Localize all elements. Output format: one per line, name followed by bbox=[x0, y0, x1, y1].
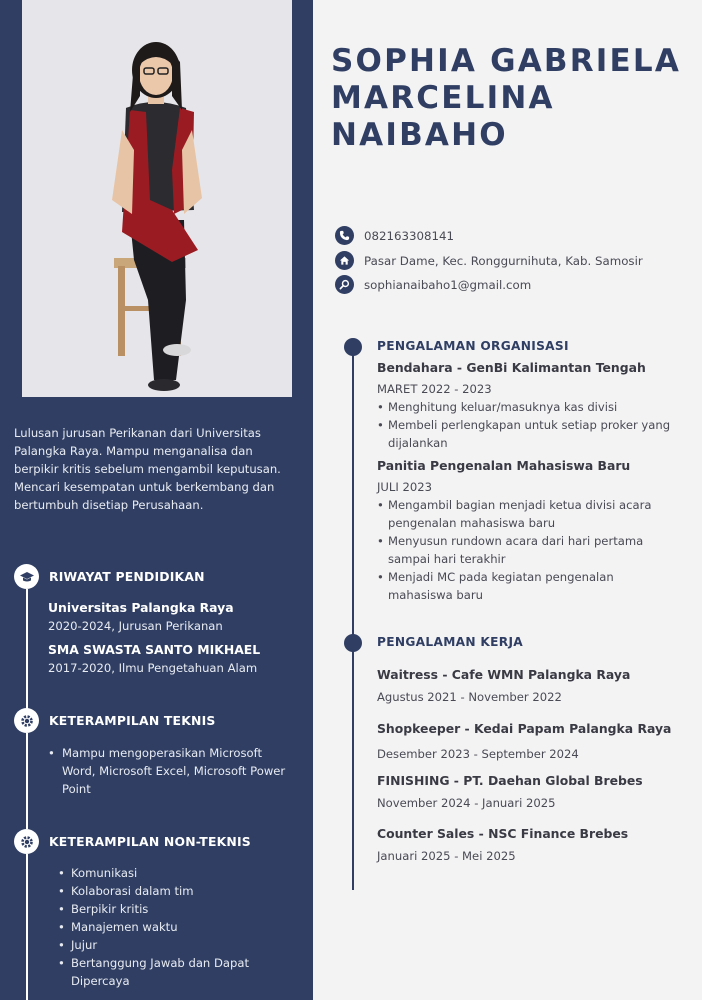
list-item: • Mampu mengoperasikan Microsoft Word, Microsoft Excel, Microsoft Power Point bbox=[48, 746, 286, 796]
left-sidebar bbox=[0, 0, 313, 1000]
education-item: Universitas Palangka Raya 2020-2024, Jurusan Perikanan bbox=[48, 600, 234, 633]
list-item: • Komunikasi bbox=[58, 866, 138, 880]
list-item: • Menjadi MC pada kegiatan pengenalan mahasiswa baru bbox=[377, 570, 614, 602]
organization-item: Panitia Pengenalan Mahasiswa Baru JULI 2023 • Mengambil bagian menjadi ketua divisi acara pengenalan mahasiswa baru • Menyusun rundown acara dari hari pertama sampai hari terakhir • Menjadi MC pada kegiatan pengenalan mahasiswa baru bbox=[377, 457, 677, 604]
list-item: • Jujur bbox=[58, 938, 98, 952]
list-item: • Berpikir kritis bbox=[58, 902, 149, 916]
timeline-line bbox=[26, 854, 28, 1000]
profile-photo bbox=[22, 0, 292, 397]
gear-icon bbox=[14, 829, 39, 854]
list-item: • Menghitung keluar/masuknya kas divisi bbox=[377, 400, 618, 414]
education-item: SMA SWASTA SANTO MIKHAEL 2017-2020, Ilmu Pengetahuan Alam bbox=[48, 642, 261, 675]
work-item: Waitress - Cafe WMN Palangka Raya Agustus 2021 - November 2022 bbox=[377, 667, 631, 704]
timeline-line bbox=[26, 733, 28, 829]
list-item: • Mengambil bagian menjadi ketua divisi acara pengenalan mahasiswa baru bbox=[377, 498, 652, 530]
list-item: • Kolaborasi dalam tim bbox=[58, 884, 194, 898]
work-item: Counter Sales - NSC Finance Brebes Januari 2025 - Mei 2025 bbox=[377, 826, 629, 863]
timeline-node bbox=[344, 338, 362, 356]
home-icon bbox=[335, 251, 354, 270]
timeline-node bbox=[344, 634, 362, 652]
soft-skills-list bbox=[58, 864, 298, 990]
work-heading: PENGALAMAN KERJA bbox=[377, 635, 524, 649]
list-item: • Membeli perlengkapan untuk setiap proker yang dijalankan bbox=[377, 418, 671, 450]
timeline-line bbox=[352, 345, 354, 890]
list-item: • Manajemen waktu bbox=[58, 920, 178, 934]
organization-item: Bendahara - GenBi Kalimantan Tengah MARET 2022 - 2023 • Menghitung keluar/masuknya kas divisi • Membeli perlengkapan untuk setiap proker yang dijalankan bbox=[377, 359, 677, 452]
graduation-cap-icon bbox=[14, 564, 39, 589]
tech-skills-list bbox=[48, 744, 298, 798]
organization-bullets bbox=[377, 398, 677, 452]
soft-skills-heading: KETERAMPILAN NON-TEKNIS bbox=[14, 829, 251, 854]
profile-summary: Lulusan jurusan Perikanan dari Universitas Palangka Raya. Mampu menganalisa dan berpikir kritis sebelum mengambil keputusan. Mencari kesempatan untuk berkembang dan bertumbuh disetiap Perusahaan. bbox=[14, 426, 281, 512]
full-name: SOPHIA GABRIELA MARCELINA NAIBAHO bbox=[331, 43, 682, 153]
list-item: • Bertanggung Jawab dan Dapat Dipercaya bbox=[58, 956, 250, 988]
education-heading: RIWAYAT PENDIDIKAN bbox=[14, 564, 205, 589]
work-item: FINISHING - PT. Daehan Global Brebes November 2024 - Januari 2025 bbox=[377, 773, 643, 810]
contact-address: Pasar Dame, Kec. Ronggurnihuta, Kab. Samosir bbox=[335, 251, 643, 270]
work-item: Shopkeeper - Kedai Papam Palangka Raya Desember 2023 - September 2024 bbox=[377, 721, 672, 761]
search-icon bbox=[335, 275, 354, 294]
list-item: • Menyusun rundown acara dari hari pertama sampai hari terakhir bbox=[377, 534, 644, 566]
contact-email: sophianaibaho1@gmail.com bbox=[335, 275, 531, 294]
organization-bullets bbox=[377, 496, 677, 604]
tech-skills-heading: KETERAMPILAN TEKNIS bbox=[14, 708, 216, 733]
gear-icon bbox=[14, 708, 39, 733]
phone-icon bbox=[335, 226, 354, 245]
organization-heading: PENGALAMAN ORGANISASI bbox=[377, 339, 569, 353]
timeline-line bbox=[26, 589, 28, 710]
contact-phone: 082163308141 bbox=[335, 226, 454, 245]
